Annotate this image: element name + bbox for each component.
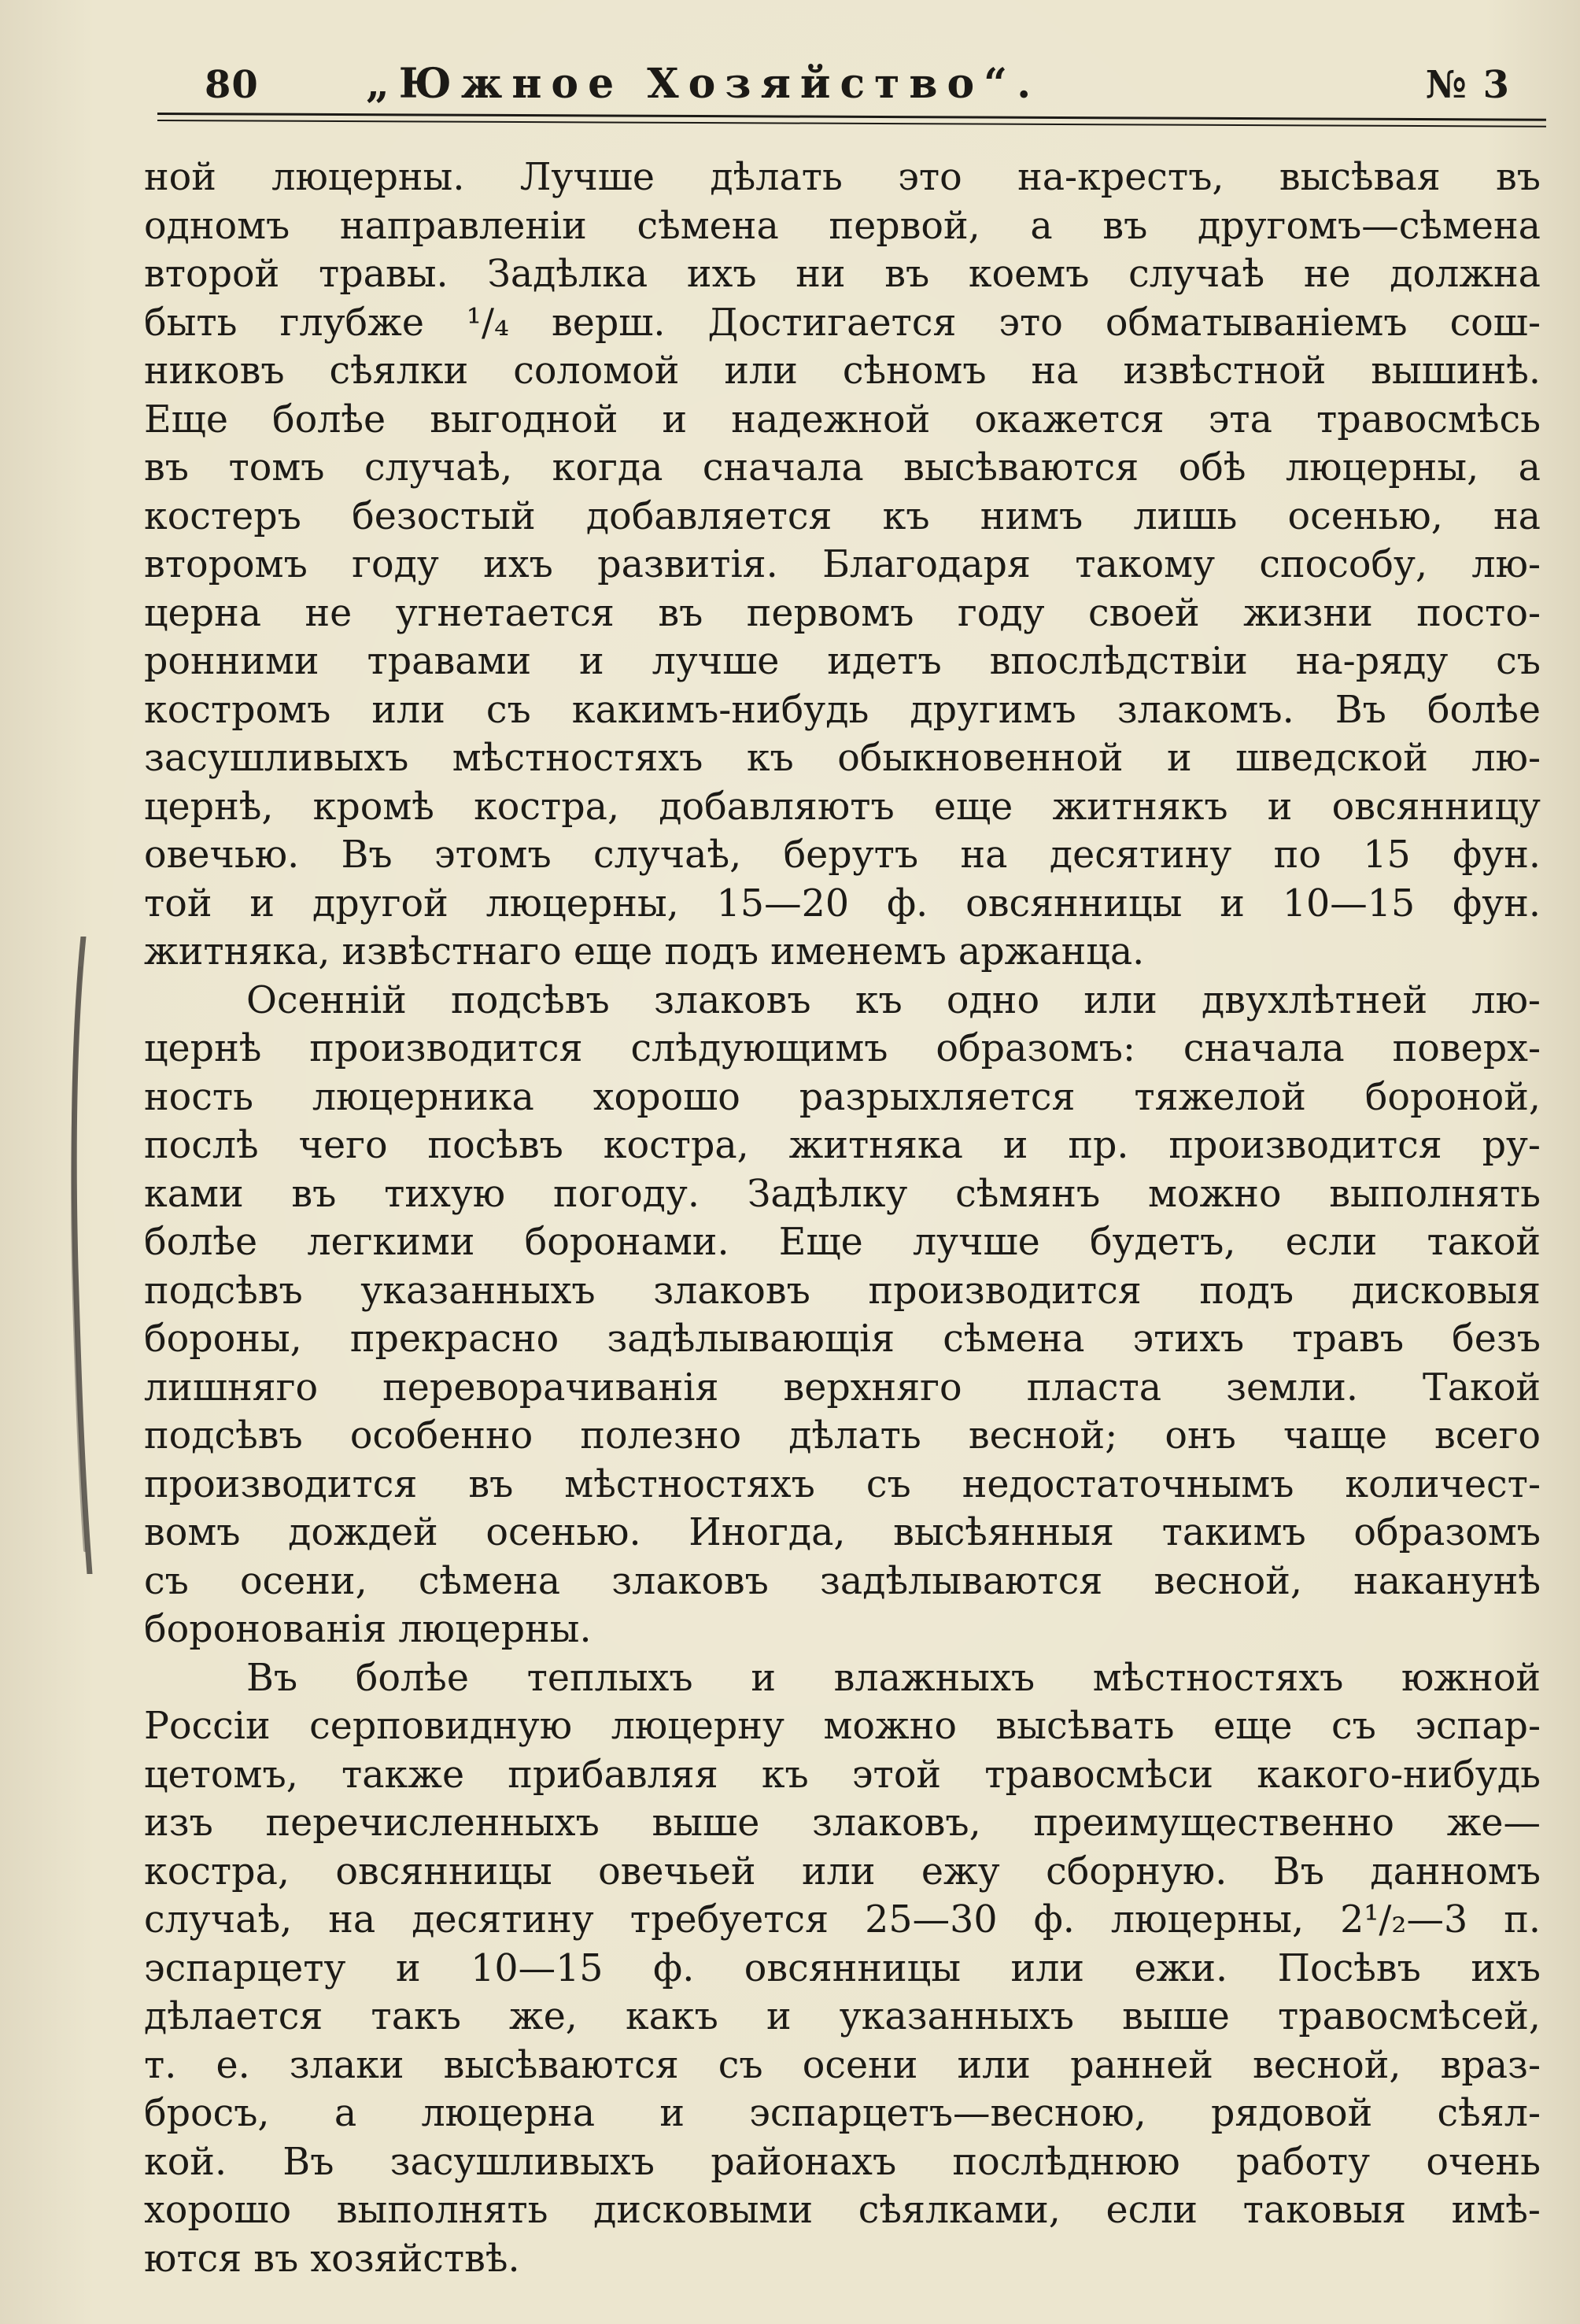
- text-line: ной люцерны. Лучше дѣлать это на-крестъ, высѣвая въ: [144, 156, 1541, 199]
- text-line: Россіи серповидную люцерну можно высѣвать еще съ эспар-: [144, 1705, 1541, 1748]
- text-line: ронними травами и лучше идетъ впослѣдствіи на-ряду съ: [144, 640, 1541, 683]
- header-rule-thin: [157, 120, 1546, 127]
- text-line: Еще болѣе выгодной и надежной окажется эта травосмѣсь: [144, 397, 1541, 442]
- text-line: костромъ или съ какимъ-нибудь другимъ злакомъ. Въ болѣе: [144, 688, 1541, 732]
- text-line: дѣлается такъ же, какъ и указанныхъ выше травосмѣсей,: [144, 1995, 1541, 2038]
- running-header: [142, 55, 1542, 118]
- text-line: одномъ направленіи сѣмена первой, а въ другомъ—сѣмена: [144, 204, 1541, 248]
- text-line: кой. Въ засушливыхъ районахъ послѣднюю работу очень: [144, 2140, 1541, 2184]
- text-line: быть глубже ¹/₄ верш. Достигается это обматываніемъ сош-: [144, 301, 1541, 345]
- page-number: 80: [205, 63, 259, 107]
- text-line: въ томъ случаѣ, когда сначала высѣваются обѣ люцерны, а: [144, 446, 1541, 490]
- text-line: цетомъ, также прибавляя къ этой травосмѣси какого-нибудь: [144, 1753, 1541, 1797]
- text-line: костеръ безостый добавляется къ нимъ лишь осенью, на: [144, 494, 1541, 538]
- text-line: бросъ, а люцерна и эспарцетъ—весною, рядовой сѣял-: [144, 2092, 1541, 2135]
- text-line: т. е. злаки высѣваются съ осени или ранней весной, враз-: [144, 2043, 1541, 2087]
- article-text: [144, 153, 1541, 2283]
- text-line: житняка, извѣстнаго еще подъ именемъ аржанца.: [144, 930, 1145, 974]
- text-line: ками въ тихую погоду. Задѣлку сѣмянъ можно выполнять: [144, 1172, 1541, 1216]
- text-line: эспарцету и 10—15 ф. овсянницы или ежи. Посѣвъ ихъ: [144, 1946, 1541, 1990]
- text-line: Въ болѣе теплыхъ и влажныхъ мѣстностяхъ южной: [246, 1656, 1541, 1700]
- text-line: второй травы. Задѣлка ихъ ни въ коемъ случаѣ не должна: [144, 253, 1541, 296]
- text-line: костра, овсянницы овечьей или ежу сборную. Въ данномъ: [144, 1849, 1541, 1894]
- text-line: хорошо выполнять дисковыми сѣялками, если таковыя имѣ-: [144, 2189, 1541, 2232]
- journal-title: „Южное Хозяйство“.: [366, 60, 1041, 108]
- paragraph-2: [144, 977, 1541, 1654]
- text-line: бороны, прекрасно задѣлывающія сѣмена этихъ травъ безъ: [144, 1317, 1541, 1361]
- text-line: цернѣ производится слѣдующимъ образомъ: сначала поверх-: [144, 1027, 1541, 1070]
- paragraph-1: [144, 153, 1541, 977]
- text-line: изъ перечисленныхъ выше злаковъ, преимущественно же—: [144, 1801, 1541, 1845]
- text-line: болѣе легкими боронами. Еще лучше будетъ, если такой: [144, 1221, 1541, 1264]
- text-line: овечью. Въ этомъ случаѣ, берутъ на десятину по 15 фун.: [144, 833, 1541, 877]
- margin-pencil-mark: [68, 937, 94, 1574]
- text-line: Осенній подсѣвъ злаковъ къ одно или двухлѣтней лю-: [246, 978, 1541, 1022]
- text-line: ность люцерника хорошо разрыхляется тяжелой бороной,: [144, 1075, 1541, 1119]
- text-line: послѣ чего посѣвъ костра, житняка и пр. производится ру-: [144, 1124, 1541, 1167]
- text-line: ются въ хозяйствѣ.: [144, 2237, 520, 2281]
- text-line: цернѣ, кромѣ костра, добавляютъ еще житнякъ и овсянницу: [144, 785, 1541, 829]
- text-line: съ осени, сѣмена злаковъ задѣлываются весной, наканунѣ: [144, 1559, 1541, 1603]
- text-line: засушливыхъ мѣстностяхъ къ обыкновенной и шведской лю-: [144, 737, 1541, 780]
- text-line: подсѣвъ указанныхъ злаковъ производится подъ дисковыя: [144, 1269, 1541, 1313]
- text-line: производится въ мѣстностяхъ съ недостаточнымъ количест-: [144, 1462, 1541, 1506]
- text-line: той и другой люцерны, 15—20 ф. овсянницы и 10—15 фун.: [144, 881, 1541, 926]
- text-line: подсѣвъ особенно полезно дѣлать весной; онъ чаще всего: [144, 1414, 1541, 1458]
- text-line: случаѣ, на десятину требуется 25—30 ф. люцерны, 2¹/₂—3 п.: [144, 1898, 1541, 1942]
- text-line: боронованія люцерны.: [144, 1608, 592, 1651]
- text-line: церна не угнетается въ первомъ году своей жизни посто-: [144, 591, 1541, 635]
- text-line: никовъ сѣялки соломой или сѣномъ на извѣстной вышинѣ.: [144, 349, 1541, 393]
- text-line: вомъ дождей осенью. Иногда, высѣянныя такимъ образомъ: [144, 1511, 1541, 1554]
- paragraph-3: [144, 1654, 1541, 2284]
- issue-number: № 3: [1425, 63, 1511, 107]
- text-line: второмъ году ихъ развитія. Благодаря такому способу, лю-: [144, 543, 1541, 586]
- text-line: лишняго переворачиванія верхняго пласта земли. Такой: [144, 1365, 1541, 1410]
